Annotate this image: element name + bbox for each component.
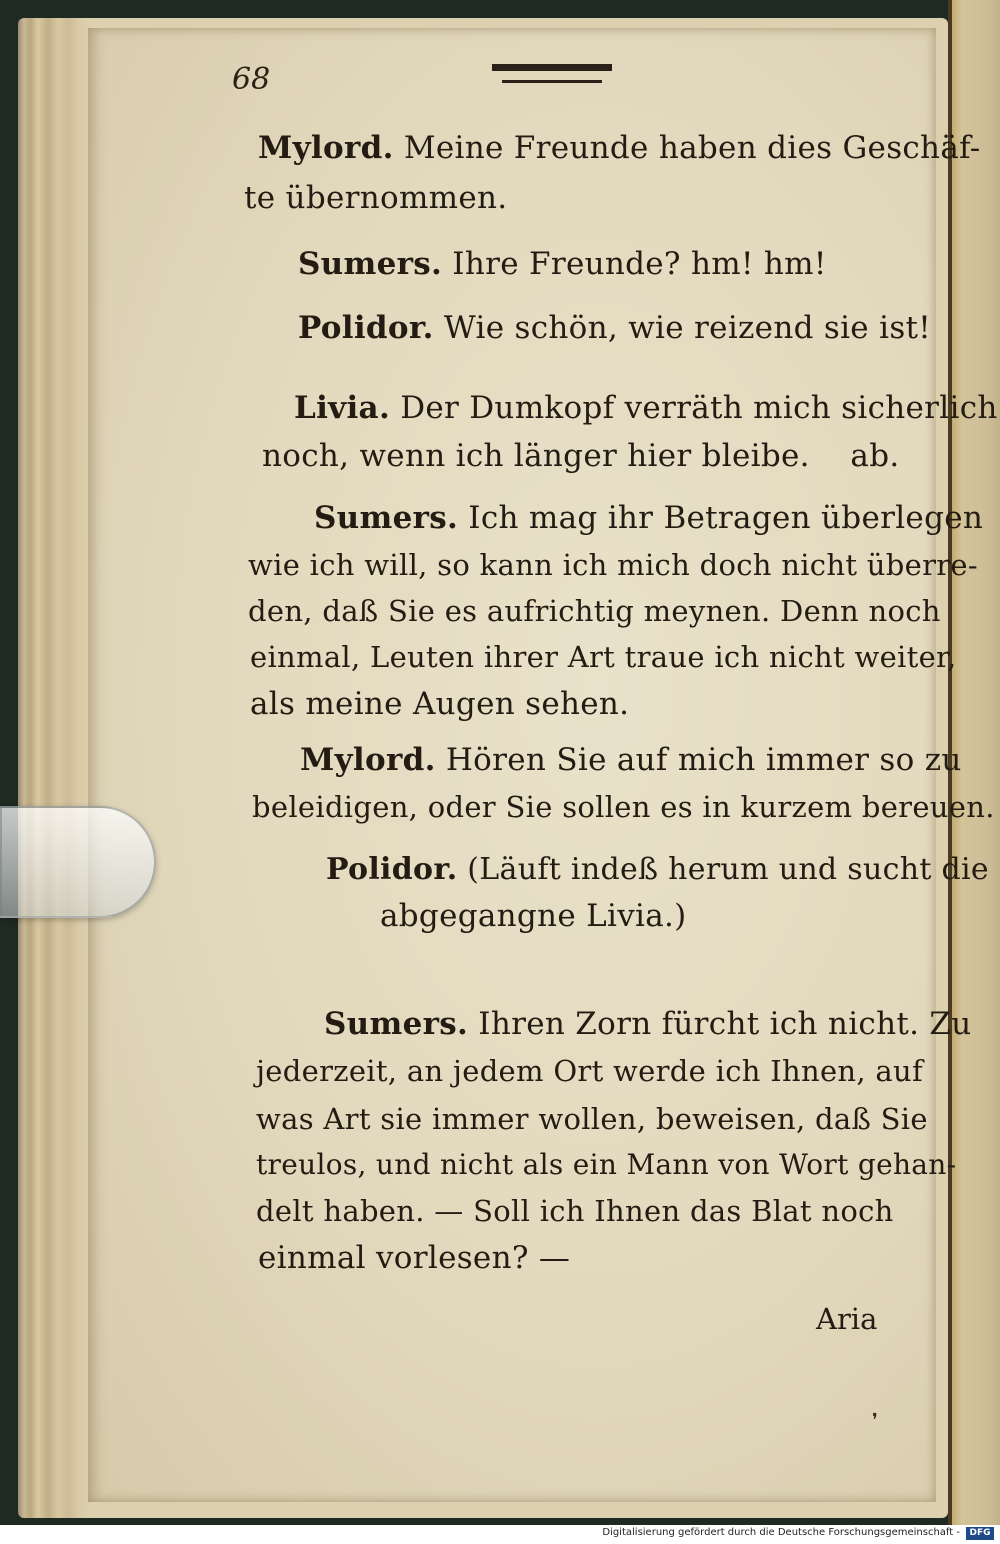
catchword: Aria <box>816 1302 878 1336</box>
speech-text: einmal, Leuten ihrer Art traue ich nicht weiter, <box>250 640 957 674</box>
speaker-name: Livia. <box>294 390 391 426</box>
text-line <box>250 640 957 674</box>
speech-text: Meine Freunde haben dies Geschäf- <box>403 130 981 166</box>
speech-text: was Art sie immer wollen, beweisen, daß Sie <box>256 1102 928 1136</box>
speech-text: Der Dumkopf verräth mich sicherlich <box>400 390 998 426</box>
speaker-name: Mylord. <box>258 130 394 166</box>
speech-text: beleidigen, oder Sie sollen es in kurzem bereuen. <box>252 790 995 824</box>
text-line <box>262 438 900 474</box>
speech-text: abgegangne Livia.) <box>380 898 687 934</box>
text-line <box>298 310 931 346</box>
text-line <box>326 852 989 887</box>
speech-text: te übernommen. <box>244 180 508 216</box>
text-line <box>298 246 827 282</box>
text-line <box>256 1054 923 1088</box>
funding-credit: Digitalisierung gefördert durch die Deutsche Forschungsgemeinschaft - <box>602 1527 960 1538</box>
speech-text: einmal vorlesen? — <box>258 1240 571 1276</box>
speaker-name: Polidor. <box>298 310 434 346</box>
speech-text: Ich mag ihr Betragen überlegen <box>468 500 984 536</box>
text-line <box>380 898 687 934</box>
speech-text: noch, wenn ich länger hier bleibe. ab. <box>262 438 900 474</box>
speaker-name: Polidor. <box>326 852 458 887</box>
text-line <box>294 390 998 426</box>
text-line <box>256 1148 956 1181</box>
speaker-name: Sumers. <box>324 1006 469 1042</box>
text-line <box>252 790 995 824</box>
text-line <box>258 1240 570 1276</box>
speech-text: Wie schön, wie reizend sie ist! <box>443 310 932 346</box>
dfg-logo: DFG <box>966 1527 994 1540</box>
speech-text: Hören Sie auf mich immer so zu <box>445 742 962 778</box>
speech-text: Ihren Zorn fürcht ich nicht. Zu <box>478 1006 972 1042</box>
speech-text: treulos, und nicht als ein Mann von Wort gehan- <box>256 1148 957 1181</box>
ink-mark: ❜ <box>872 1410 878 1431</box>
text-line <box>258 130 981 166</box>
speaker-name: Sumers. <box>298 246 443 282</box>
page-clip <box>0 806 156 918</box>
speech-text: den, daß Sie es aufrichtig meynen. Denn noch <box>248 594 941 628</box>
speech-text: als meine Augen sehen. <box>250 686 630 722</box>
text-line <box>248 548 978 582</box>
text-line <box>244 180 507 216</box>
page-number: 68 <box>232 62 271 97</box>
speaker-name: Mylord. <box>300 742 436 778</box>
text-line <box>248 594 941 628</box>
text-line <box>250 686 629 722</box>
text-line <box>300 742 962 778</box>
header-ornament <box>492 64 612 90</box>
speech-text: jederzeit, an jedem Ort werde ich Ihnen, auf <box>256 1054 924 1088</box>
text-line <box>314 500 983 536</box>
speech-text: delt haben. — Soll ich Ihnen das Blat noch <box>256 1194 894 1228</box>
text-line <box>256 1102 928 1136</box>
speaker-name: Sumers. <box>314 500 459 536</box>
text-line <box>324 1006 972 1042</box>
footer-bar <box>0 1525 1000 1544</box>
speech-text: wie ich will, so kann ich mich doch nicht überre- <box>248 548 978 582</box>
speech-text: (Läuft indeß herum und sucht die <box>467 852 989 887</box>
speech-text: Ihre Freunde? hm! hm! <box>452 246 827 282</box>
text-line <box>256 1194 894 1228</box>
